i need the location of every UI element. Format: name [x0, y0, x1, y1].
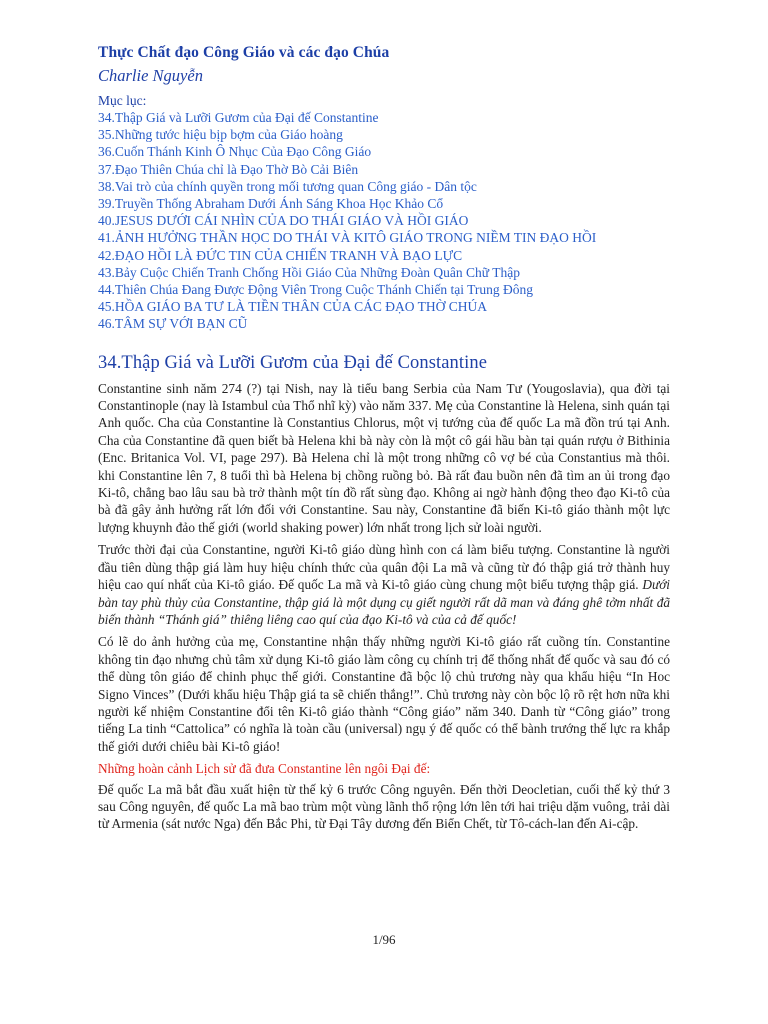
- toc-link[interactable]: 37.Đạo Thiên Chúa chỉ là Đạo Thờ Bò Cải Biên: [98, 161, 359, 177]
- toc-link[interactable]: 44.Thiên Chúa Đang Được Động Viên Trong Cuộc Thánh Chiến tại Trung Đông: [98, 282, 534, 298]
- toc-link[interactable]: 46.TÂM SỰ VỚI BẠN CŨ: [98, 316, 248, 332]
- body-paragraph: Đế quốc La mã bắt đầu xuất hiện từ thế kỷ 6 trước Công nguyên. Đến thời Deocletian, cuối thế kỷ thứ 3 sau Công nguyên, đế quốc La mã bao trùm một vùng lãnh thổ rộng lớn lên tới hai triệu dặm vuông, trải dài từ Armenia (sát nước Nga) đến Bắc Phi, từ Đại Tây dương đến Biển Chết, từ Tô-cách-lan đến Ai-cập.: [98, 781, 670, 832]
- toc-link[interactable]: 43.Bảy Cuộc Chiến Tranh Chống Hồi Giáo Của Những Đoàn Quân Chữ Thập: [98, 264, 520, 280]
- toc-link[interactable]: 40.JESUS DƯỚI CÁI NHÌN CỦA DO THÁI GIÁO VÀ HỒI GIÁO: [98, 213, 469, 229]
- table-of-contents: [98, 109, 670, 333]
- body-paragraph: Constantine sinh năm 274 (?) tại Nish, nay là tiểu bang Serbia của Nam Tư (Yougoslavia), qua đời tại Constantinople (nay là Istambul của Thổ nhĩ kỳ) vào năm 337. Mẹ của Constantine là Helena, sinh quán tại Anh quốc. Cha của Constantine là Constantius Chlorus, một vị tướng của đế quốc La mã đồn trú tại Anh. Cha của Constantine đã quen biết bà Helena khi bà này còn là một cô gái hầu bàn tại quán rượu ở Bithinia (Enc. Britanica Vol. VI, page 297). Bà Helena chỉ là một trong những cô vợ bé của Constantius mà thôi. khi Constantine lên 7, 8 tuổi thì bà Helena bị chồng ruồng bỏ. Bà rất đau buồn nên đã tìm an ủi trong đạo Ki-tô, chẳng bao lâu sau bà trở thành một tín đồ rất sùng đạo. Không ai ngờ hành động theo đạo Ki-tô của bà đã gây ảnh hưởng rất lớn đối với Constantine. Sau này, Constantine đã biến Ki-tô giáo thành một lực lượng khuynh đảo thế giới (world shaking power) lớn nhất trong lịch sử loài người.: [98, 380, 670, 535]
- body-paragraph: Có lẽ do ảnh hưởng của mẹ, Constantine nhận thấy những người Ki-tô giáo rất cuồng tín. Constantine không tin đạo nhưng chủ tâm xử dụng Ki-tô giáo làm công cụ chính trị để thống nhất đế quốc và sau đó có thể dùng tôn giáo để chinh phục thế giới. Constantine đã bộc lộ chủ trương này qua khẩu hiệu “In Hoc Signo Vinces” (Dưới khẩu hiệu Thập giá ta sẽ chiến thắng!”. Chủ trương này còn bộc lộ rõ rệt hơn nữa khi người kế nhiệm Constantine đổi tên Ki-tô giáo thành “Công giáo” năm 340. Danh từ “Công giáo” trong tiếng La tinh “Cattolica” có nghĩa là toàn cầu (universal) ngụ ý đế quốc có thể bành trướng thế lực ra khắp thế giới dưới chiêu bài Ki-tô giáo!: [98, 634, 670, 754]
- toc-link[interactable]: 35.Những tước hiệu bịp bợm của Giáo hoàng: [98, 127, 343, 143]
- emphasized-text: Dưới bàn tay phù thủy của Constantine, thập giá là một dụng cụ giết người rất dã man và đáng ghê tởm nhất đã biến thành “Thánh giá” thiêng liêng cao quí của đạo Ki-tô và của cả đế quốc!: [98, 577, 670, 627]
- section-heading: 34.Thập Giá và Lưỡi Gươm của Đại đế Constantine: [98, 352, 488, 373]
- toc-link[interactable]: 41.ẢNH HƯỞNG THẦN HỌC DO THÁI VÀ KITÔ GIÁO TRONG NIỀM TIN ĐẠO HỒI: [98, 230, 597, 246]
- toc-link[interactable]: 38.Vai trò của chính quyền trong mối tương quan Công giáo - Dân tộc: [98, 178, 477, 194]
- body-paragraph: [98, 541, 670, 628]
- toc-link[interactable]: 45.HỒA GIÁO BA TƯ LÀ TIỀN THÂN CỦA CÁC ĐẠO THỜ CHÚA: [98, 299, 487, 315]
- paragraph-text: Trước thời đại của Constantine, người Ki-tô giáo dùng hình con cá làm biểu tượng. Constantine là người đầu tiên dùng thập giá làm huy hiệu chính thức của quân đội La mã và cũng từ đó thập giá trở thành huy hiệu cao quí nhất của Ki-tô giáo. Đế quốc La mã và Ki-tô giáo cùng chung một biểu tượng thập giá.: [98, 542, 670, 593]
- toc-link[interactable]: 36.Cuốn Thánh Kinh Ô Nhục Của Đạo Công Giáo: [98, 144, 372, 160]
- document-author: Charlie Nguyễn: [98, 66, 203, 85]
- toc-link[interactable]: 42.ĐẠO HỒI LÀ ĐỨC TIN CỦA CHIẾN TRANH VÀ BẠO LỰC: [98, 247, 463, 263]
- toc-link[interactable]: 39.Truyền Thống Abraham Dưới Ánh Sáng Khoa Học Khảo Cổ: [98, 196, 444, 212]
- subsection-heading: Những hoàn cảnh Lịch sử đã đưa Constantine lên ngôi Đại đế:: [98, 761, 431, 777]
- page-content: [98, 44, 670, 838]
- toc-heading: Mục lục:: [98, 93, 147, 108]
- page-number: 1/96: [372, 932, 396, 947]
- toc-link[interactable]: 34.Thập Giá và Lưỡi Gươm của Đại đế Constantine: [98, 110, 379, 125]
- document-title: Thực Chất đạo Công Giáo và các đạo Chúa: [98, 44, 390, 61]
